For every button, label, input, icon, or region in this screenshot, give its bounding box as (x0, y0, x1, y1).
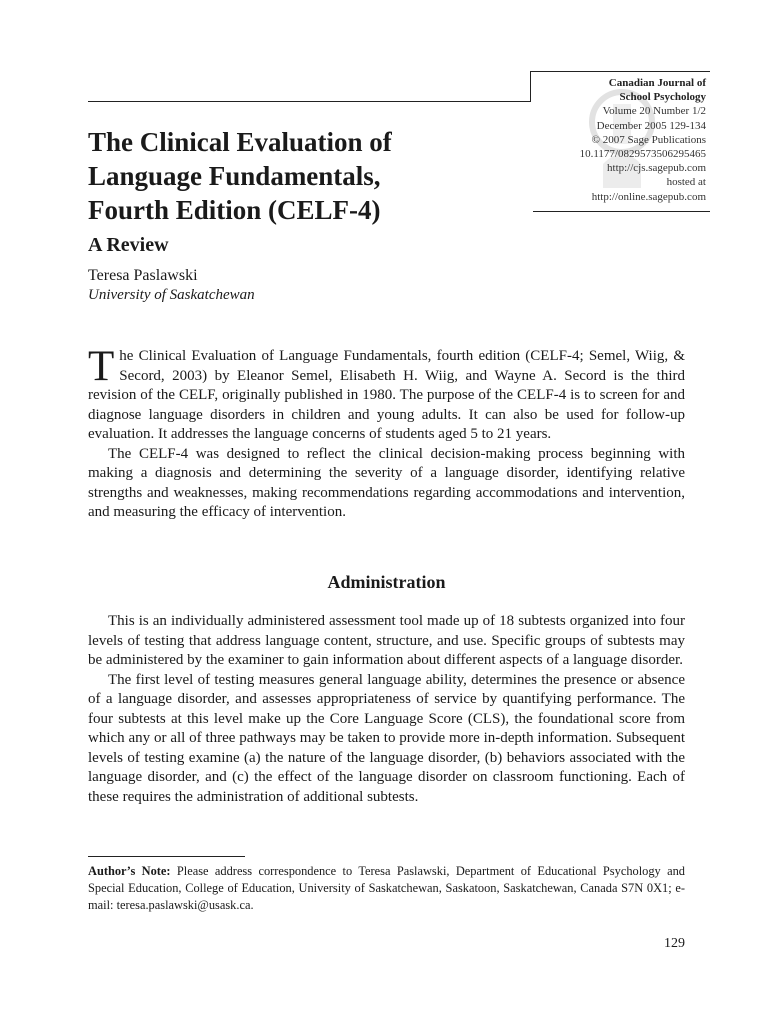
intro-section (88, 343, 685, 523)
journal-info (506, 76, 706, 204)
administration-section (88, 612, 685, 807)
author-affiliation: University of Saskatchewan (88, 287, 255, 303)
section-heading-administration: Administration (327, 572, 446, 592)
article-title (88, 125, 528, 227)
intro-paragraph-1 (88, 343, 685, 445)
author-note-label: Author’s Note: (88, 864, 171, 878)
article-subtitle: A Review (88, 234, 169, 256)
header-rule (88, 101, 531, 102)
author-note (88, 863, 685, 914)
journal-name: Canadian Journal of (608, 77, 706, 89)
author-name: Teresa Paslawski (88, 267, 198, 284)
journal-copyright: © 2007 Sage Publications (591, 133, 706, 146)
footnote-rule (88, 856, 245, 857)
journal-url[interactable]: http://cjs.sagepub.com (607, 162, 706, 175)
journal-host-url[interactable]: http://online.sagepub.com (591, 190, 706, 203)
intro-paragraph-1-text: he Clinical Evaluation of Language Fundamentals, fourth edition (CELF-4; Semel, Wiig, & Secord, 2003) by Eleanor Semel, Elisabeth H. Wiig, and Wayne A. Secord is the third revision of the CELF, originally published in 1980. The purpose of the CELF-4 is to screen for and diagnose language disorders in children and young adults. It can also be used for follow-up evaluation. It addresses the language concerns of students aged 5 to 21 years. (88, 348, 685, 442)
administration-paragraph-2: The first level of testing measures general language ability, determines the presence or absence of a language disorder, and assesses appropriateness of service by quantifying performance. The four subtests at this level make up the Core Language Score (CLS), the foundational score from which any or all of three pathways may be taken to provide more in-depth information. Subsequent levels of testing examine (a) the nature of the language disorder, (b) behaviors associated with the language disorder, and (c) the effect of the language disorder on classroom functioning. Each of these requires the administration of additional subtests. (88, 671, 685, 805)
drop-cap: T (88, 343, 115, 390)
title-line-1: The Clinical Evaluation of (88, 127, 392, 157)
journal-date-pages: December 2005 129-134 (596, 119, 706, 132)
journal-doi: 10.1177/0829573506295465 (579, 148, 706, 161)
author-note-text: Please address correspondence to Teresa Paslawski, Department of Educational Psychology and Special Education, College of Education, University of Saskatchewan, Saskatoon, Saskatchewan, Canada S7N 0X1; e-mail: teresa.paslawski@usask.ca. (88, 864, 685, 912)
administration-paragraph-1: This is an individually administered assessment tool made up of 18 subtests organized into four levels of testing that address language content, structure, and use. Specific groups of subtests may be administered by the examiner to gain information about different aspects of a language disorder. (88, 613, 685, 668)
journal-box-bottom-rule (533, 211, 710, 212)
title-line-3: Fourth Edition (CELF-4) (88, 195, 381, 225)
journal-hosted-at: hosted at (666, 176, 706, 189)
intro-paragraph-2: The CELF-4 was designed to reflect the clinical decision-making process beginning with making a diagnosis and determining the severity of a language disorder, identifying relative strengths and weaknesses, making recommendations regarding accommodations and intervention, and measuring the efficacy of intervention. (88, 445, 685, 520)
journal-name-line2: School Psychology (619, 91, 706, 104)
page-number: 129 (664, 936, 685, 951)
journal-volume: Volume 20 Number 1/2 (602, 105, 706, 118)
journal-box-top-rule (530, 71, 710, 72)
title-line-2: Language Fundamentals, (88, 161, 381, 191)
